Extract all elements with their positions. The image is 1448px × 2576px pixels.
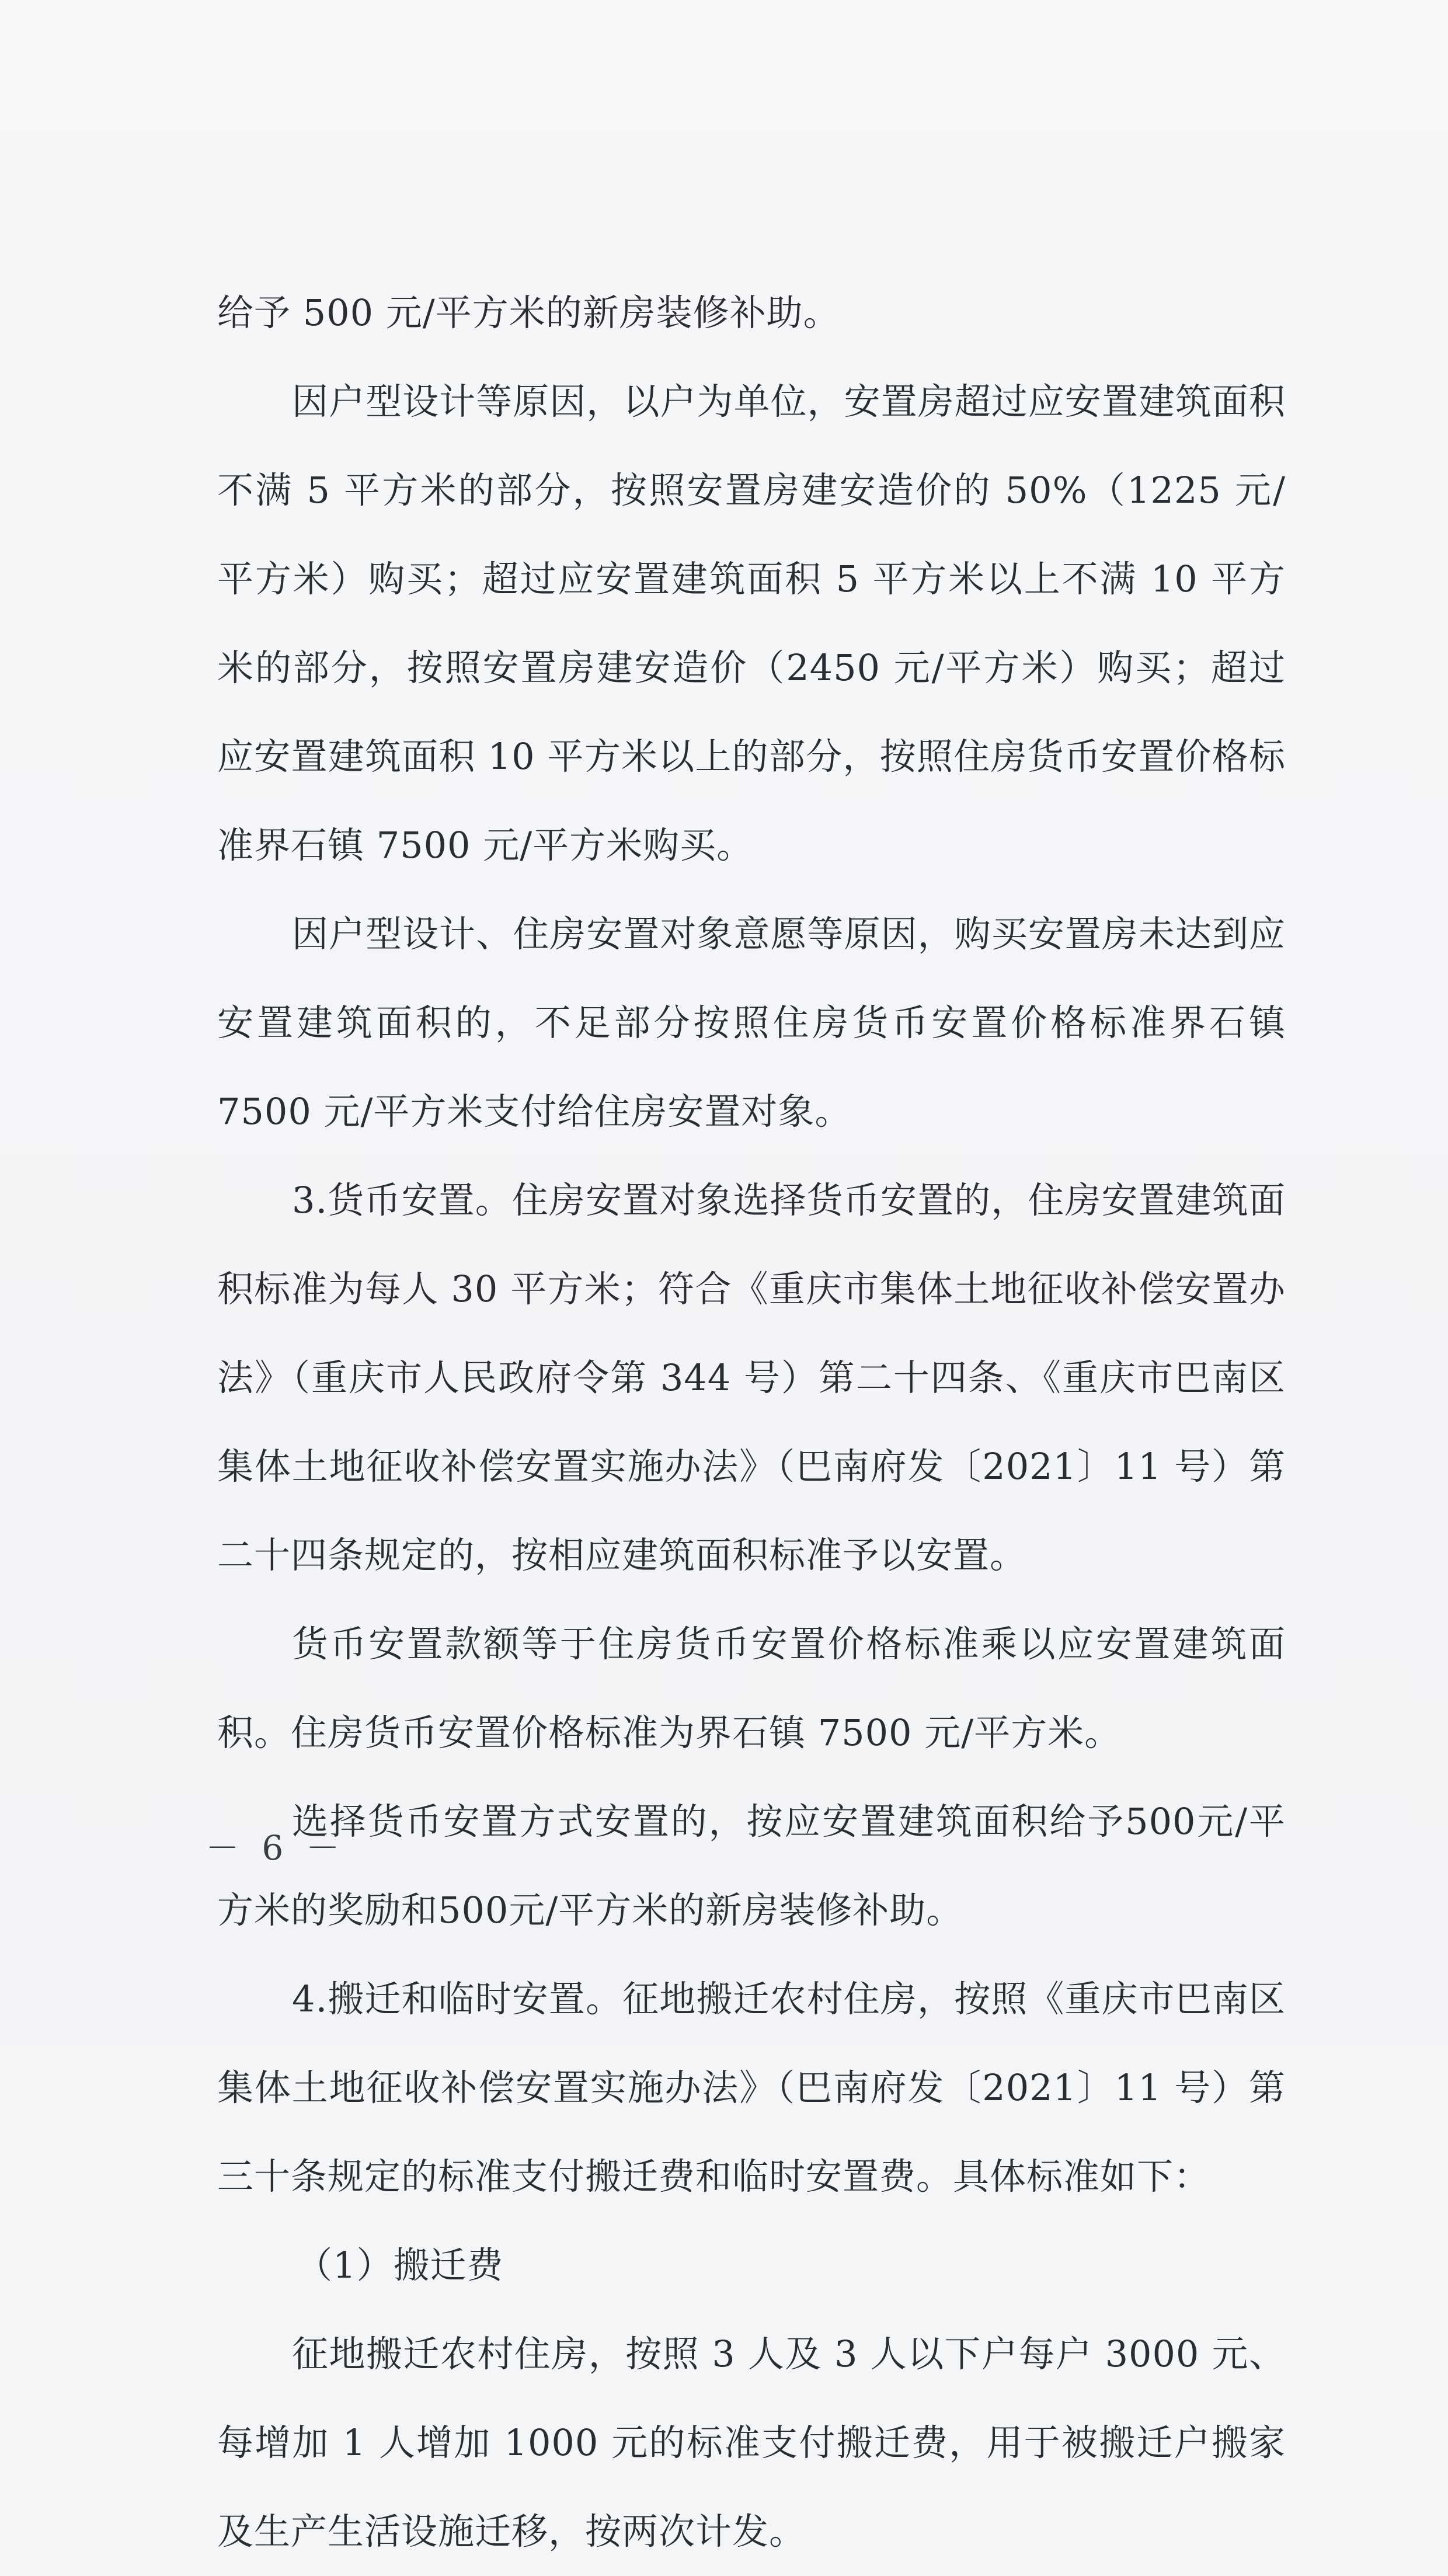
paragraph-monetary-resettlement: 3.货币安置。住房安置对象选择货币安置的，住房安置建筑面积标准为每人 30 平方米；符合《重庆市集体土地征收补偿安置办法》（重庆市人民政府令第 344 号）第二十四条、《重庆市巴南区集体土地征收补偿安置实施办法》（巴南府发〔2021〕11 号）第二十四条规定的，按相应建筑面积标准予以安置。 bbox=[217, 1179, 1286, 1576]
paragraph-undersize-payment: 因户型设计、住房安置对象意愿等原因，购买安置房未达到应安置建筑面积的，不足部分按照住房货币安置价格标准界石镇 7500 元/平方米支付给住房安置对象。 bbox=[217, 913, 1286, 1133]
paragraph-oversize-purchase: 因户型设计等原因，以户为单位，安置房超过应安置建筑面积不满 5 平方米的部分，按照安置房建安造价的 50%（1225 元/平方米）购买；超过应安置建筑面积 5 平方米以上不满 10 平方米的部分，按照安置房建安造价（2450 元/平方米）购买；超过应安置建筑面积 10 平方米以上的部分，按照住房货币安置价格标准界石镇 7500 元/平方米购买。 bbox=[217, 380, 1286, 866]
page-number: － 6 － bbox=[206, 1828, 346, 1868]
subheading-relocation-fee: （1）搬迁费 bbox=[296, 2244, 504, 2286]
paragraph-relocation-fee: 征地搬迁农村住房，按照 3 人及 3 人以下户每户 3000 元、每增加 1 人增加 1000 元的标准支付搬迁费，用于被搬迁户搬家及生产生活设施迁移，按两次计发。 bbox=[217, 2333, 1286, 2553]
body-text bbox=[217, 269, 1286, 2576]
paragraph-continuation: 给予 500 元/平方米的新房装修补助。 bbox=[217, 291, 840, 334]
paragraph-monetary-amount: 货币安置款额等于住房货币安置价格标准乘以应安置建筑面积。住房货币安置价格标准为界石镇 7500 元/平方米。 bbox=[217, 1623, 1286, 1754]
paragraph-monetary-reward: 选择货币安置方式安置的，按应安置建筑面积给予500元/平方米的奖励和500元/平方米的新房装修补助。 bbox=[217, 1800, 1286, 1931]
paragraph-relocation: 4.搬迁和临时安置。征地搬迁农村住房，按照《重庆市巴南区集体土地征收补偿安置实施办法》（巴南府发〔2021〕11 号）第三十条规定的标准支付搬迁费和临时安置费。具体标准如下： bbox=[217, 1978, 1286, 2198]
